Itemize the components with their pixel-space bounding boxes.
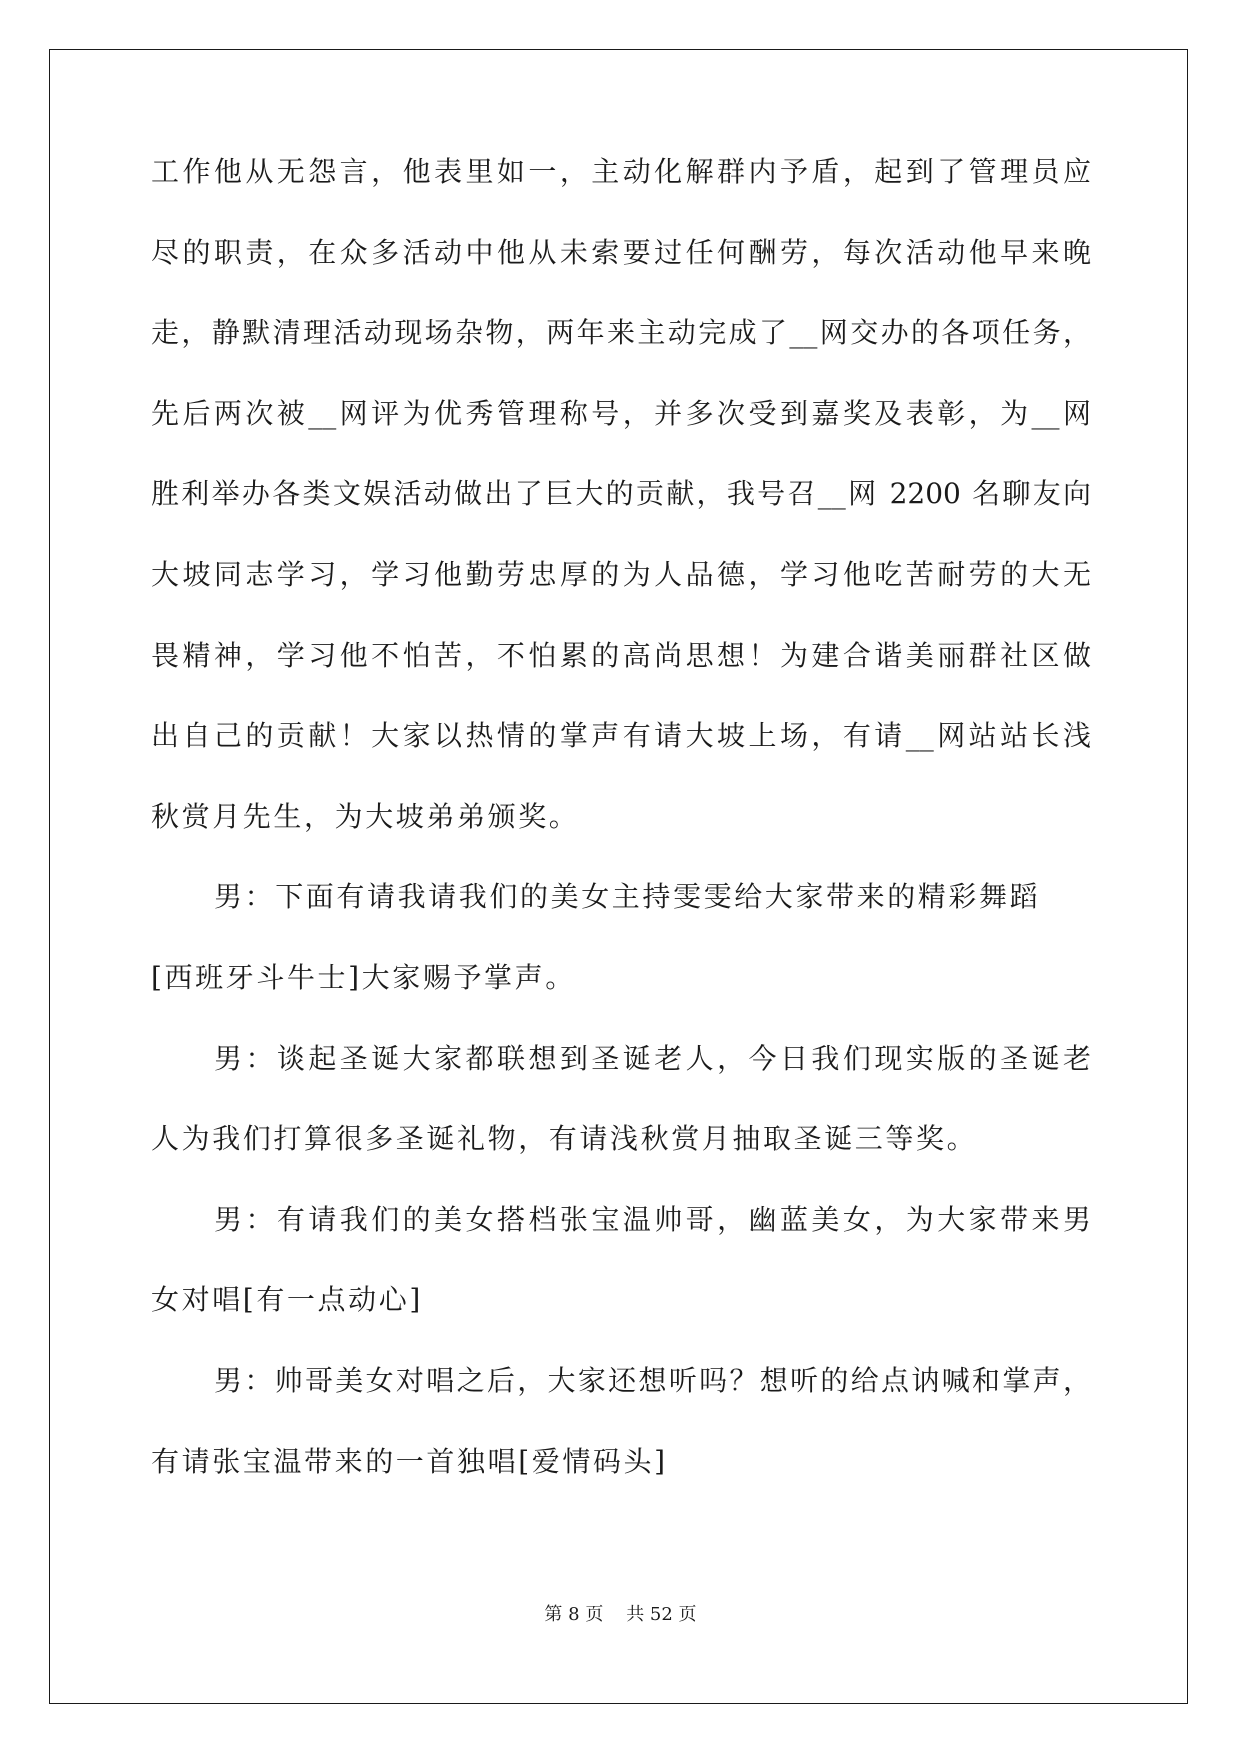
- text-line: 走，静默清理活动现场杂物，两年来主动完成了__网交办的各项任务，: [151, 316, 1091, 350]
- text-line: [西班牙斗牛士]大家赐予掌声。: [151, 960, 576, 994]
- document-body: [151, 152, 1091, 1522]
- text-line: 秋赏月先生，为大坡弟弟颁奖。: [151, 799, 580, 833]
- text-line: 尽的职责，在众多活动中他从未索要过任何酬劳，每次活动他早来晚: [151, 235, 1091, 269]
- text-line: 女对唱[有一点动心]: [151, 1283, 423, 1317]
- text-line: 出自己的贡献！大家以热情的掌声有请大坡上场，有请__网站站长浅: [151, 719, 1091, 753]
- text-line: 先后两次被__网评为优秀管理称号，并多次受到嘉奖及表彰，为__网: [151, 396, 1091, 430]
- text-line: 工作他从无怨言，他表里如一，主动化解群内予盾，起到了管理员应: [151, 155, 1091, 188]
- text-line: 胜利举办各类文娱活动做出了巨大的贡献，我号召__网 2200 名聊友向: [151, 477, 1091, 511]
- text-line: 男：下面有请我请我们的美女主持雯雯给大家带来的精彩舞蹈: [214, 880, 1041, 914]
- text-line: 人为我们打算很多圣诞礼物，有请浅秋赏月抽取圣诞三等奖。: [151, 1122, 978, 1156]
- page-number: 第 8 页 共 52 页: [544, 1604, 697, 1625]
- text-line: 大坡同志学习，学习他勤劳忠厚的为人品德，学习他吃苦耐劳的大无: [151, 557, 1091, 591]
- text-line: 男：有请我们的美女搭档张宝温帅哥，幽蓝美女，为大家带来男: [214, 1202, 1091, 1236]
- text-line: 男：谈起圣诞大家都联想到圣诞老人，今日我们现实版的圣诞老: [214, 1041, 1091, 1075]
- text-line: 畏精神，学习他不怕苦，不怕累的高尚思想！为建合谐美丽群社区做: [151, 638, 1091, 672]
- text-line: 有请张宝温带来的一首独唱[爱情码头]: [151, 1444, 668, 1478]
- text-line: 男：帅哥美女对唱之后，大家还想听吗？想听的给点讷喊和掌声，: [214, 1363, 1091, 1397]
